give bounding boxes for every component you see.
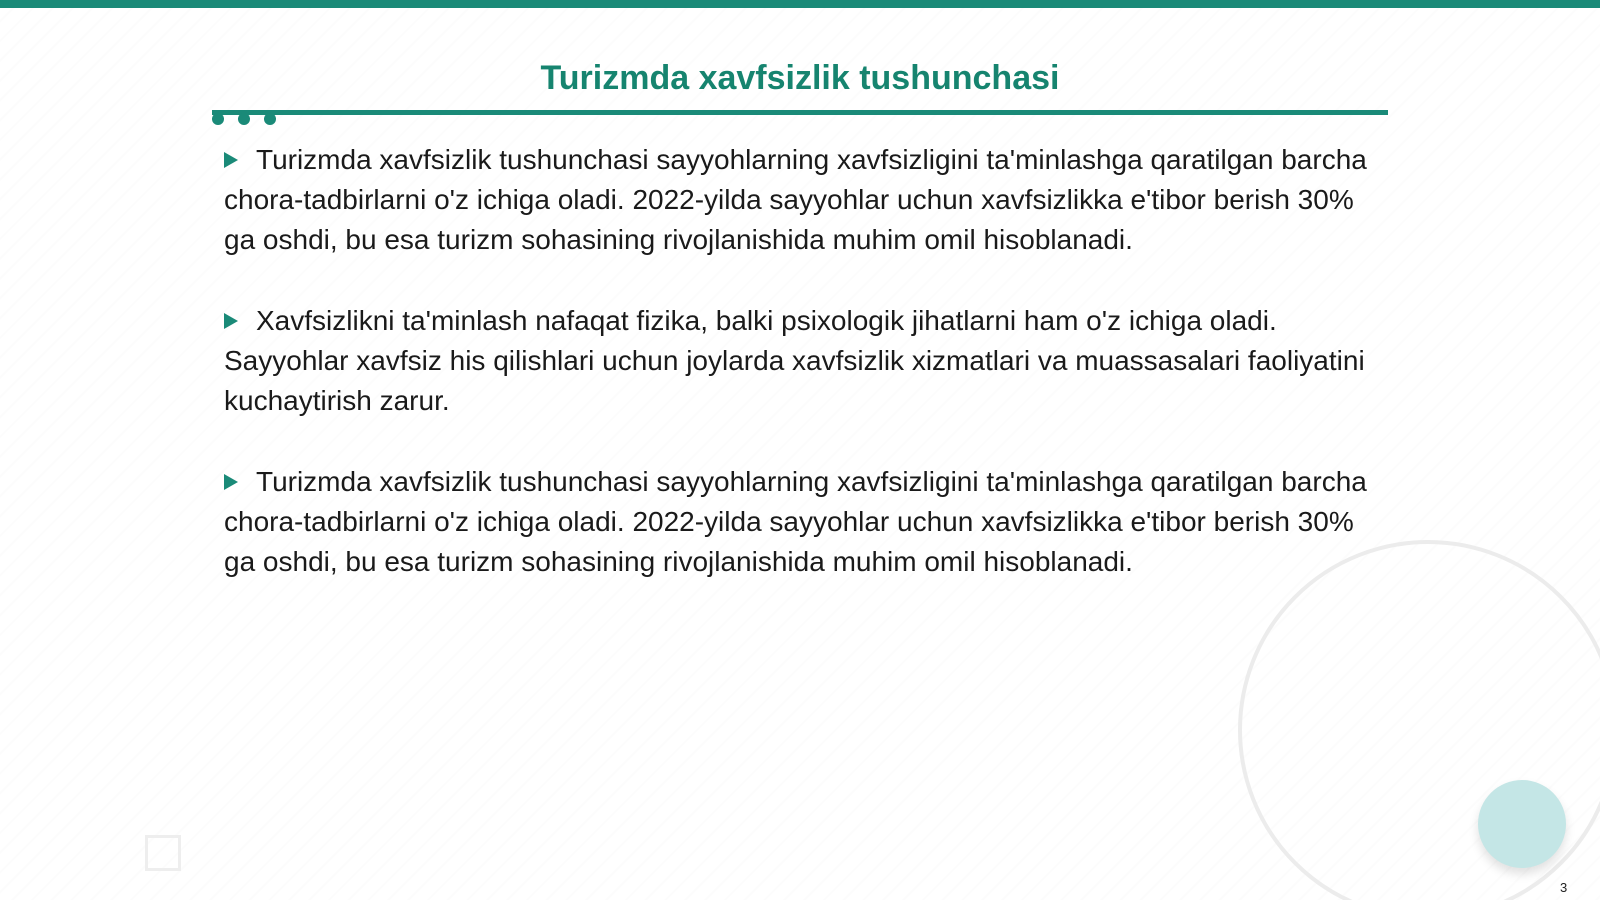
- triangle-right-icon: [224, 474, 238, 490]
- bullet-item: [224, 301, 1384, 421]
- bullet-text: Turizmda xavfsizlik tushunchasi sayyohlarning xavfsizligini ta'minlashga qaratilgan barcha chora-tadbirlarni o'z ichiga oladi. 2022-yilda sayyohlar uchun xavfsizlikka e'tibor berish 30% ga oshdi, bu esa turizm sohasining rivojlanishida muhim omil hisoblanadi.: [224, 466, 1367, 577]
- decorative-circle: [1478, 780, 1566, 868]
- title-underline: [212, 110, 1388, 115]
- bullet-text: Xavfsizlikni ta'minlash nafaqat fizika, balki psixologik jihatlarni ham o'z ichiga oladi. Sayyohlar xavfsiz his qilishlari uchun joylarda xavfsizlik xizmatlari va muassasalari faoliyatini kuchaytirish zarur.: [224, 305, 1365, 416]
- decorative-dot: [264, 113, 276, 125]
- bullet-item: [224, 140, 1384, 260]
- top-accent-bar: [0, 0, 1600, 8]
- slide-title: Turizmda xavfsizlik tushunchasi: [540, 59, 1060, 97]
- triangle-right-icon: [224, 152, 238, 168]
- bullet-item: [224, 462, 1384, 582]
- page-number: 3: [1560, 880, 1568, 895]
- decorative-dot: [212, 113, 224, 125]
- decorative-dot: [238, 113, 250, 125]
- bullet-text: Turizmda xavfsizlik tushunchasi sayyohlarning xavfsizligini ta'minlashga qaratilgan barcha chora-tadbirlarni o'z ichiga oladi. 2022-yilda sayyohlar uchun xavfsizlikka e'tibor berish 30% ga oshdi, bu esa turizm sohasining rivojlanishida muhim omil hisoblanadi.: [224, 144, 1367, 255]
- bullet-list: [224, 140, 1384, 623]
- decorative-square: [145, 835, 181, 871]
- triangle-right-icon: [224, 313, 238, 329]
